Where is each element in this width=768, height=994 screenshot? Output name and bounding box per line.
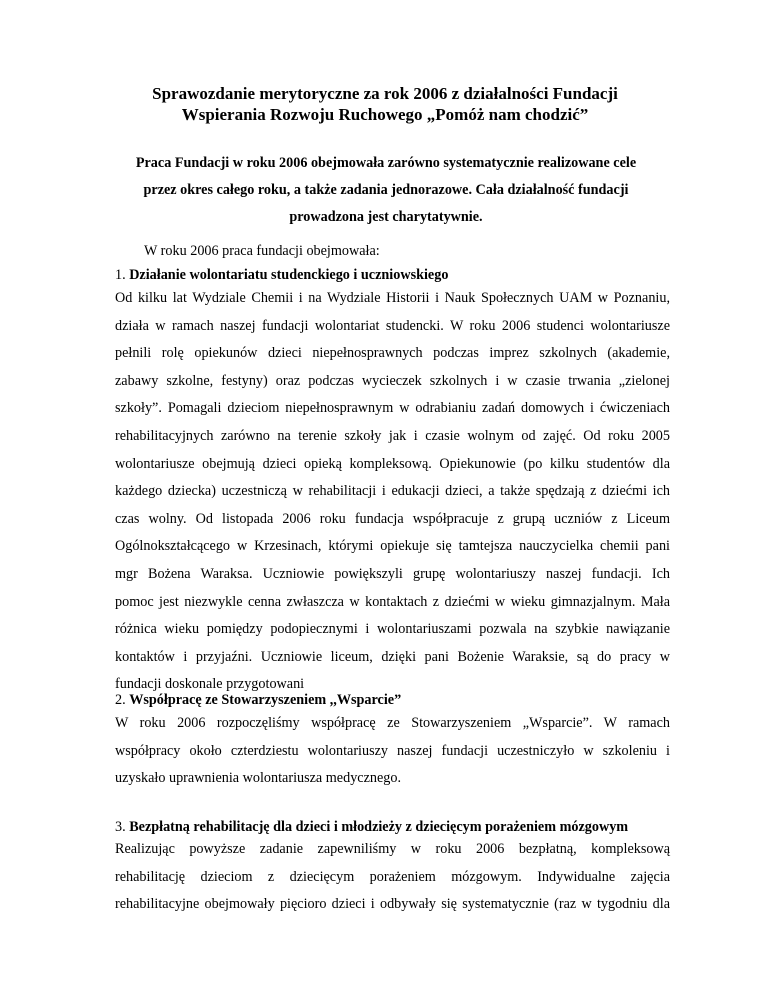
title-line: Wspierania Rozwoju Ruchowego „Pomóż nam chodzić” [181,105,589,124]
body-line: rehabilitacyjne obejmowały pięcioro dzieci i odbywały się systematycznie (raz w tygodniu dla [115,896,670,913]
body-line: zabawy szkolne, festyny) oraz podczas wycieczek szkolnych i w czasie trwania „zielonej [115,372,670,389]
document-title [90,83,680,125]
section-number: 3. [115,819,130,835]
body-line: kontaktów i przyjaźni. Uczniowie liceum, dzięki pani Bożenie Waraksie, są do pracy w [115,648,670,665]
section-1-heading [115,263,448,287]
intro-line: Praca Fundacji w roku 2006 obejmowała zarówno systematycznie realizowane cele [135,155,637,171]
lead-sentence: W roku 2006 praca fundacji obejmowała: [144,243,380,259]
body-line: współpracy około czterdziestu wolontariuszy naszej fundacji uczestniczyło w szkoleniu i [115,742,670,759]
body-line: pełnili rolę opiekunów dzieci niepełnosprawnych podczas imprez szkolnych (akademie, [115,345,670,362]
body-line: rehabilitację dzieciom z dziecięcym porażeniem mózgowym. Indywidualne zajęcia [115,868,670,885]
body-line: fundacji doskonale przygotowani [115,676,305,693]
section-title: Współpracę ze Stowarzyszeniem ,,Wsparcie” [129,692,402,708]
section-number: 1. [115,267,130,283]
body-line: działa w ramach naszej fundacji wolontariat studencki. W roku 2006 studenci wolontariusze [115,317,670,334]
section-3-body [115,836,670,919]
title-line: Sprawozdanie merytoryczne za rok 2006 z działalności Fundacji [152,84,618,103]
body-line: uzyskało uprawnienia wolontariusza medycznego. [115,770,402,787]
section-2-heading [115,688,401,712]
body-line: Ogólnokształcącego w Krzesinach, którymi opiekuje się tamtejsza nauczycielka chemii pani [115,538,670,555]
body-line: pomoc jest niezwykle cenna zwłaszcza w kontaktach z dziećmi w wieku gimnazjalnym. Mała [115,593,670,610]
section-number: 2. [115,692,130,708]
body-line: różnica wieku pomiędzy podopiecznymi i wolontariuszami pozwala na szybkie nawiązanie [115,621,670,638]
body-line: Od kilku lat Wydziale Chemii i na Wydziale Historii i Nauk Społecznych UAM w Poznaniu, [115,290,670,306]
section-title: Bezpłatną rehabilitację dla dzieci i młodzieży z dziecięcym porażeniem mózgowym [129,819,629,835]
body-line: rehabilitacyjnych zarówno na terenie szkoły jak i czasie wolnym od zajęć. Od roku 2005 [115,427,670,444]
body-line: Realizując powyższe zadanie zapewniliśmy w roku 2006 bezpłatną, kompleksową [115,841,670,857]
intro-line: prowadzona jest charytatywnie. [289,209,483,225]
body-line: wolontariusze obejmują dzieci opieką kompleksową. Opiekunowie (po kilku studentów dla [115,455,670,472]
section-2-body [115,710,670,793]
body-line: W roku 2006 rozpoczęliśmy współpracę ze Stowarzyszeniem „Wsparcie”. W ramach [115,715,670,731]
body-line: mgr Bożena Waraksa. Uczniowie powiększyli grupę wolontariuszy naszej fundacji. Ich [115,565,670,582]
intro-paragraph [100,150,672,231]
body-line: każdego dziecka) uczestniczą w rehabilitacji i edukacji dzieci, a także spędzają z dziećmi ich [115,483,670,500]
body-line: szkoły”. Pomagali dzieciom niepełnosprawnym w odrabianiu zadań domowych i ćwiczeniach [115,400,670,417]
section-1-body [115,285,670,699]
intro-line: przez okres całego roku, a także zadania jednorazowe. Cała działalność fundacji [143,182,629,198]
section-title: Działanie wolontariatu studenckiego i uczniowskiego [129,267,449,283]
body-line: czas wolny. Od listopada 2006 roku fundacja współpracuje z grupą uczniów z Liceum [115,510,670,527]
